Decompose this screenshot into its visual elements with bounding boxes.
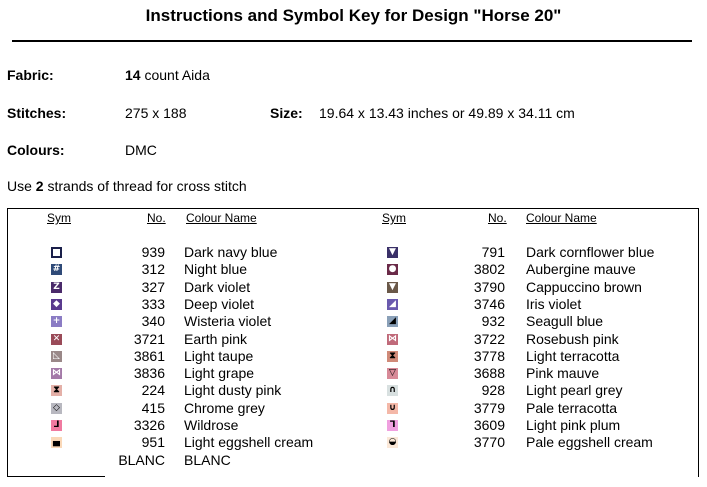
right-colour-name: Dark cornflower blue <box>526 244 655 260</box>
left-colour-name: Chrome grey <box>184 399 265 416</box>
left-colour-name: Night blue <box>184 261 248 278</box>
left-number: 327 <box>141 278 165 295</box>
right-row <box>0 417 707 434</box>
triangle-down-icon: ▼ <box>387 282 398 293</box>
hourglass-icon: ⧗ <box>51 385 62 396</box>
left-colour-name: Light eggshell cream <box>184 434 314 451</box>
right-number: 791 <box>481 244 505 260</box>
right-row <box>0 331 707 348</box>
right-colour-name: Pale terracotta <box>526 399 618 416</box>
right-colour-name: Rosebush pink <box>526 330 619 347</box>
left-number: 3836 <box>133 365 165 382</box>
right-number: 3609 <box>473 417 505 433</box>
half-circle-icon: ◒ <box>388 437 397 448</box>
right-colour-name: Light pearl grey <box>526 382 623 399</box>
bowtie-icon: ⋈ <box>52 368 61 379</box>
header-name-right: Colour Name <box>526 211 597 225</box>
fabric-type: count Aida <box>140 67 210 83</box>
right-number: 3722 <box>473 330 505 347</box>
right-number: 3779 <box>473 399 505 416</box>
header-no-left: No. <box>147 211 166 225</box>
left-colour-name: Light taupe <box>184 347 254 364</box>
letter-z-icon: Z <box>51 282 62 293</box>
header-no-right: No. <box>488 211 507 225</box>
corner-icon: ⅂ <box>387 420 398 431</box>
bowtie-icon: ⋈ <box>388 333 397 344</box>
size-value: 19.64 x 13.43 inches or 49.89 x 34.11 cm <box>319 105 575 121</box>
left-colour-name: Wisteria violet <box>184 313 272 330</box>
right-row <box>0 261 707 278</box>
hourglass-icon: ⧗ <box>387 351 398 362</box>
right-number: 3770 <box>473 434 505 451</box>
page-title: Instructions and Symbol Key for Design "Horse 20" <box>145 6 562 25</box>
triangle-down-outline-icon: ▽ <box>387 368 398 379</box>
left-number: 3326 <box>133 417 165 433</box>
fabric-value <box>125 67 210 83</box>
arch-icon: ∩ <box>388 385 397 396</box>
left-number: 224 <box>141 382 165 399</box>
right-colour-name: Light pink plum <box>526 417 621 433</box>
blank-icon <box>51 455 62 466</box>
right-number: 3746 <box>473 295 505 312</box>
cup-icon: ∪ <box>388 402 397 413</box>
right-row <box>0 382 707 399</box>
right-colour-name: Cappuccino brown <box>526 278 642 295</box>
half-square-icon: ▄ <box>51 437 62 448</box>
right-row <box>0 279 707 296</box>
strands-instruction: Use 2 strands of thread for cross stitch <box>7 178 247 194</box>
left-number: 3721 <box>133 330 165 347</box>
right-row <box>0 400 707 417</box>
right-colour-name: Light terracotta <box>526 347 620 364</box>
left-colour-name: Deep violet <box>184 295 255 312</box>
left-number: 939 <box>141 244 165 260</box>
left-number: 333 <box>141 295 165 312</box>
right-number: 3790 <box>473 278 505 295</box>
wedge-icon: ◢ <box>387 299 398 310</box>
right-colour-name: Pink mauve <box>526 365 600 382</box>
left-number: 951 <box>141 434 165 451</box>
colours-label: Colours: <box>7 142 65 158</box>
left-colour-name: Dark violet <box>184 278 251 295</box>
x-icon: ✕ <box>52 333 61 344</box>
right-number: 3802 <box>473 261 505 278</box>
left-row <box>0 452 707 469</box>
right-row <box>0 313 707 330</box>
header-name-left: Colour Name <box>186 211 257 225</box>
right-number: 928 <box>481 382 505 399</box>
right-row <box>0 365 707 382</box>
stitches-label: Stitches: <box>7 105 67 121</box>
right-row <box>0 348 707 365</box>
left-number: 312 <box>141 261 165 278</box>
right-row <box>0 434 707 451</box>
right-colour-name: Seagull blue <box>526 313 604 330</box>
left-colour-name: Light dusty pink <box>184 382 282 399</box>
wedge-icon: ◢ <box>387 316 398 327</box>
left-colour-name: Earth pink <box>184 330 248 347</box>
corner-icon: ⅃ <box>51 420 62 431</box>
left-colour-name: Dark navy blue <box>184 244 278 260</box>
right-number: 932 <box>481 313 505 330</box>
colours-value: DMC <box>125 142 157 158</box>
right-colour-name: Aubergine mauve <box>526 261 636 278</box>
plus-icon: + <box>52 316 61 327</box>
table-bottom-edge <box>7 476 105 477</box>
stitches-value: 275 x 188 <box>125 105 187 121</box>
left-number: BLANC <box>118 451 165 468</box>
hash-icon: # <box>52 264 61 275</box>
fabric-label: Fabric: <box>7 67 54 83</box>
right-colour-name: Iris violet <box>526 295 582 312</box>
header-sym-right: Sym <box>382 211 406 225</box>
diamond-outline-icon: ◇ <box>51 403 62 414</box>
title-divider <box>12 40 692 42</box>
right-colour-name: Pale eggshell cream <box>526 434 653 451</box>
left-number: 415 <box>141 399 165 416</box>
right-row <box>0 296 707 313</box>
size-label: Size: <box>270 105 303 121</box>
triangle-down-icon: ▼ <box>387 247 398 258</box>
diamond-icon: ◆ <box>51 299 62 310</box>
fabric-count: 14 <box>125 67 141 83</box>
left-number: 3861 <box>133 347 165 364</box>
left-colour-name: Wildrose <box>184 417 239 433</box>
strands-count: 2 <box>35 178 44 194</box>
triangle-icon: ◺ <box>51 351 62 362</box>
left-colour-name: Light grape <box>184 365 255 382</box>
right-number: 3778 <box>473 347 505 364</box>
right-number: 3688 <box>473 365 505 382</box>
right-row <box>0 244 707 261</box>
header-sym-left: Sym <box>47 211 71 225</box>
left-number: 340 <box>141 313 165 330</box>
left-colour-name: BLANC <box>184 451 231 468</box>
circle-icon: ● <box>388 264 397 275</box>
